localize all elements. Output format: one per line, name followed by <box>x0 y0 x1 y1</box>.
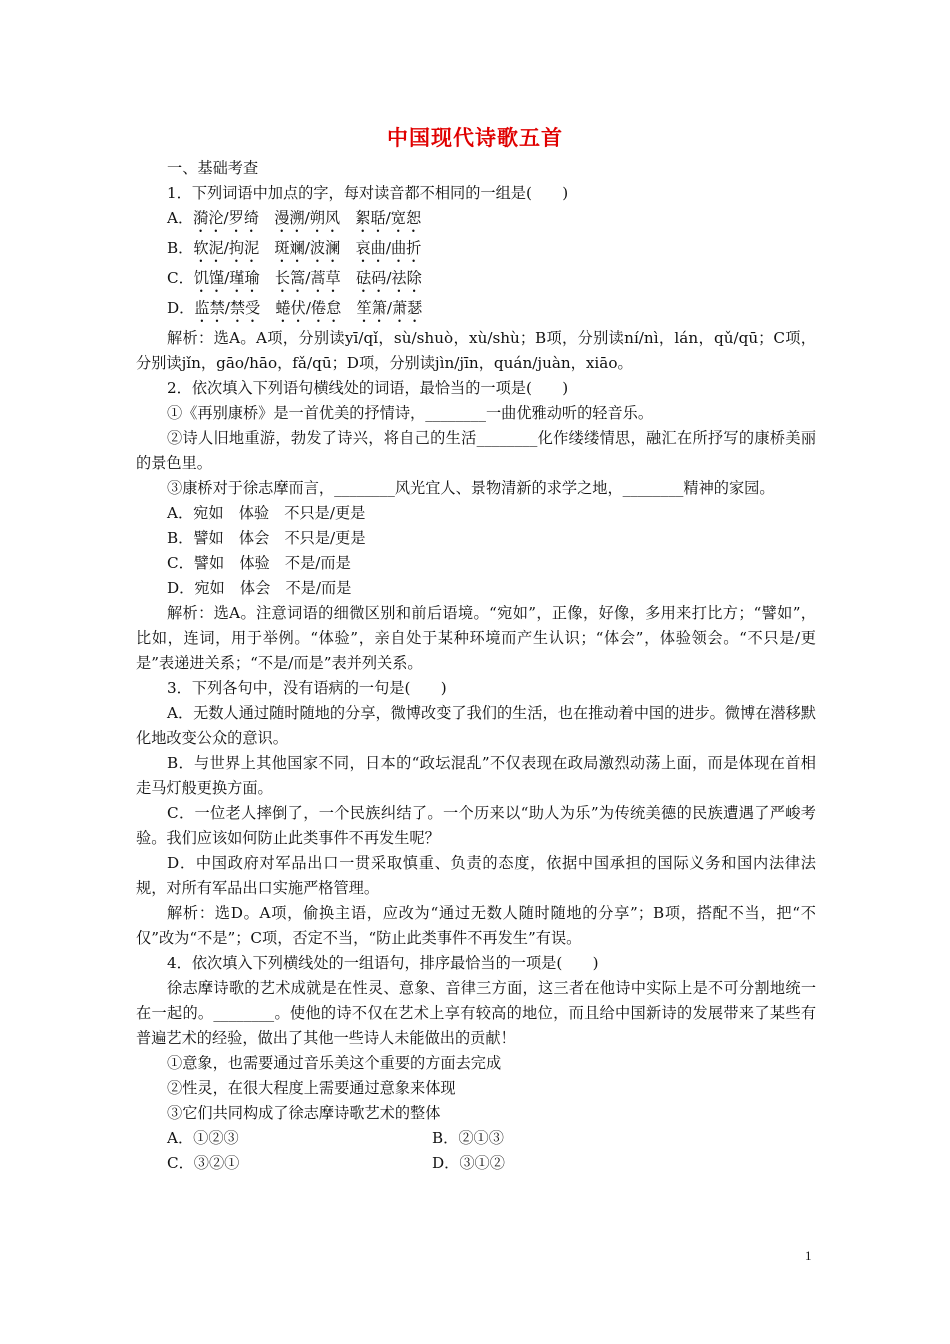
q4-options-row-1 <box>136 1126 816 1151</box>
q1-analysis: 解析：选A。A项，分别读yī/qǐ，sù/shuò，xù/shù；B项，分别读ní/nì，lán，qǔ/qū；C项，分别读jǐn，gāo/hāo，fǎ/qū；D项，分别读jìn/jīn，quán/juàn，xiāo。 <box>136 329 816 372</box>
q3-option-d: D．中国政府对军品出口一贯采取慎重、负责的态度，依据中国承担的国际义务和国内法律法规，对所有军品出口实施严格管理。 <box>136 854 816 897</box>
q3-stem: 3．下列各句中，没有语病的一句是( ) <box>167 679 447 697</box>
q4-sentence-2: ②性灵，在很大程度上需要通过意象来体现 <box>167 1079 456 1097</box>
q1-option-c: C．饥馑/瑾瑜 长篙/蒿草 砝码/祛除 <box>167 269 422 287</box>
q1-option-d: D．监禁/禁受 蜷伏/倦怠 笙箫/萧瑟 <box>167 299 423 317</box>
q4-sentence-1: ①意象，也需要通过音乐美这个重要的方面去完成 <box>167 1054 502 1072</box>
q2-option-d: D．宛如 体会 不是/而是 <box>167 579 352 597</box>
q4-option-b: B．②①③ <box>432 1129 504 1147</box>
q4-options-row-2 <box>136 1151 816 1176</box>
q3-option-a: A．无数人通过随时随地的分享，微博改变了我们的生活，也在推动着中国的进步。微博在潜移默化地改变公众的意识。 <box>136 704 816 747</box>
q4-sentence-3: ③它们共同构成了徐志摩诗歌艺术的整体 <box>167 1104 441 1122</box>
document-body <box>136 156 816 1176</box>
q2-sentence-3: ③康桥对于徐志摩而言，________风光宜人、景物清新的求学之地，________精神的家园。 <box>167 479 775 497</box>
q2-sentence-2: ②诗人旧地重游，勃发了诗兴，将自己的生活________化作缕缕情思，融汇在所抒写的康桥美丽的景色里。 <box>136 429 816 472</box>
q2-stem: 2．依次填入下列语句横线处的词语，最恰当的一项是( ) <box>167 379 569 397</box>
q2-option-c: C．譬如 体验 不是/而是 <box>167 554 351 572</box>
q2-option-a: A．宛如 体验 不只是/更是 <box>167 504 366 522</box>
q4-option-a: A．①②③ <box>167 1129 239 1147</box>
page-number: 1 <box>805 1248 812 1263</box>
q4-stem: 4．依次填入下列横线处的一组语句，排序最恰当的一项是( ) <box>167 954 599 972</box>
q3-analysis: 解析：选D。A项，偷换主语，应改为“通过无数人随时随地的分享”；B项，搭配不当，把“不仅”改为“不是”；C项，否定不当，“防止此类事件不再发生”有误。 <box>136 904 816 947</box>
q4-passage: 徐志摩诗歌的艺术成就是在性灵、意象、音律三方面，这三者在他诗中实际上是不可分割地统一在一起的。________。使他的诗不仅在艺术上享有较高的地位，而且给中国新诗的发展带来了某些有普遍艺术的经验，做出了其他一些诗人未能做出的贡献！ <box>136 979 816 1047</box>
page-title: 中国现代诗歌五首 <box>387 125 563 150</box>
q3-option-b: B．与世界上其他国家不同，日本的“政坛混乱”不仅表现在政局激烈动荡上面，而是体现在首相走马灯般更换方面。 <box>136 754 816 797</box>
q4-option-c: C．③②① <box>167 1154 240 1172</box>
q1-option-b: B．软泥/拘泥 斑斓/波澜 哀曲/曲折 <box>167 239 422 257</box>
q1-stem: 1．下列词语中加点的字，每对读音都不相同的一组是( ) <box>167 184 569 202</box>
section-heading: 一、基础考查 <box>167 159 259 177</box>
q2-sentence-1: ①《再别康桥》是一首优美的抒情诗，________一曲优雅动听的轻音乐。 <box>167 404 653 422</box>
q2-analysis: 解析：选A。注意词语的细微区别和前后语境。“宛如”，正像，好像，多用来打比方；“譬如”，比如，连词，用于举例。“体验”，亲自处于某种环境而产生认识；“体会”，体验领会。“不只是/更是”表递进关系；“不是/而是”表并列关系。 <box>136 604 816 672</box>
q4-option-d: D．③①② <box>432 1154 505 1172</box>
q3-option-c: C．一位老人摔倒了，一个民族纠结了。一个历来以“助人为乐”为传统美德的民族遭遇了严峻考验。我们应该如何防止此类事件不再发生呢？ <box>136 804 816 847</box>
q1-option-a: A．漪沦/罗绮 漫溯/朔风 絮聒/宽恕 <box>167 209 422 227</box>
q2-option-b: B．譬如 体会 不只是/更是 <box>167 529 366 547</box>
